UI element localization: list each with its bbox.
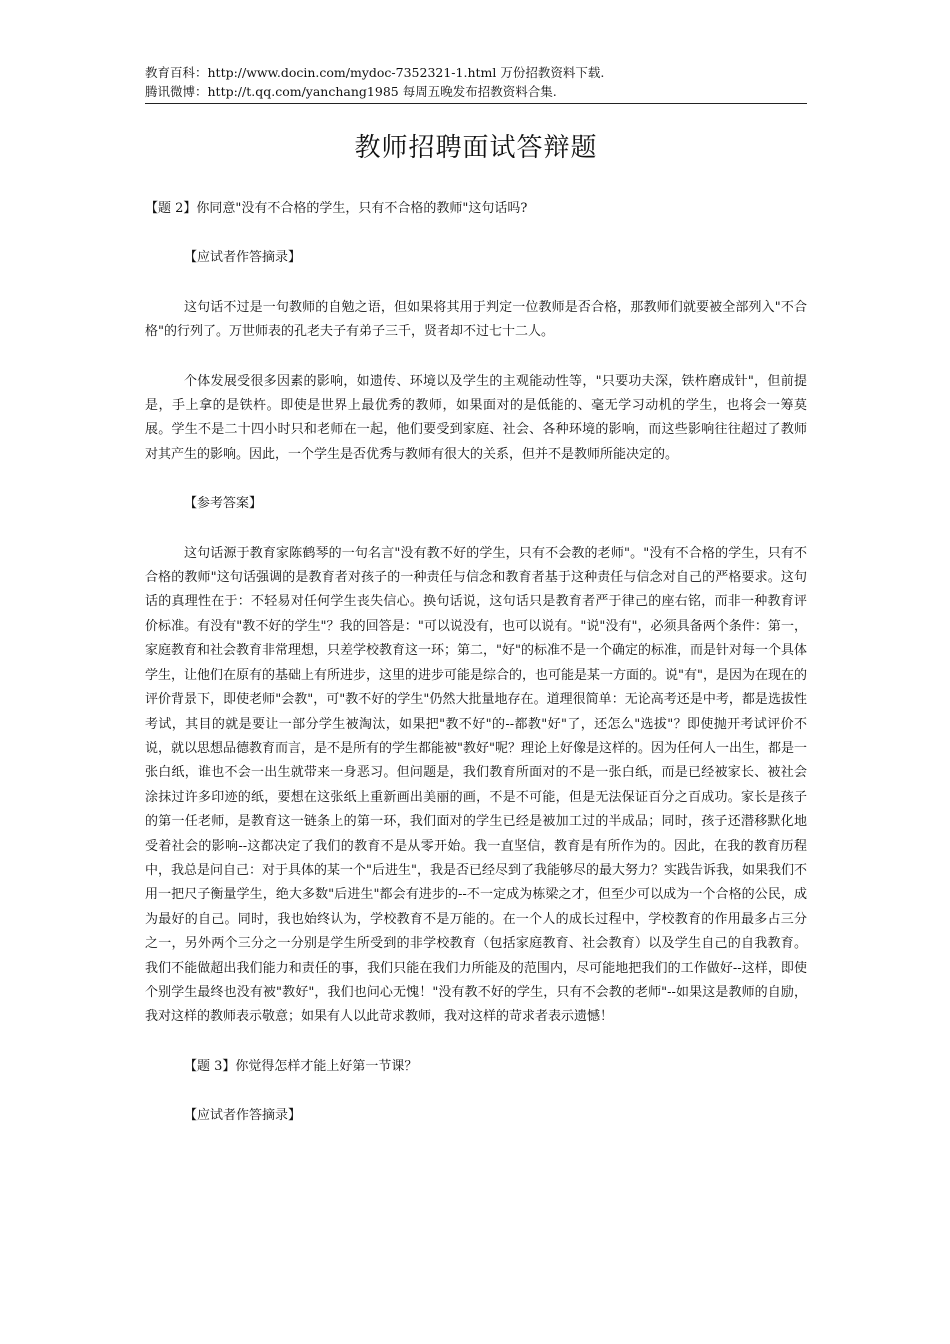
page-title: 教师招聘面试答辩题 (354, 133, 598, 163)
question-2: 【题 2】你同意"没有不合格的学生，只有不合格的教师"这句话吗? (145, 201, 528, 216)
document-header (145, 63, 807, 104)
reference-answer-paragraph: 这句话源于教育家陈鹤琴的一句名言"没有教不好的学生，只有不会教的老师"。"没有不合格的学生，只有不合格的教师"这句话强调的是教育者对孩子的一种责任与信念和教育者基于这种责任与信念对自己的严格要求。这句话的真理性在于：不轻易对任何学生丧失信心。换句话说，这句话只是教育者严于律己的座右铭，而非一种教育评价标准。有没有"教不好的学生"？我的回答是："可以说没有，也可以说有。"说"没有"，必须具备两个条件：第一，家庭教育和社会教育非常理想，只差学校教育这一环；第二，"好"的标准不是一个确定的标准，而是针对每一个具体学生，让他们在原有的基础上有所进步，这里的进步可能是综合的，也可能是某一方面的。说"有"，是因为在现在的评价背景下，即使老师"会教"，可"教不好的学生"仍然大批量地存在。道理很简单：无论高考还是中考，都是选拔性考试，其目的就是要让一部分学生被淘汰，如果把"教不好"的--都教"好"了，还怎么"选拔"？即使抛开考试评价不说，就以思想品德教育而言，是不是所有的学生都能被"教好"呢？理论上好像是这样的。因为任何人一出生，都是一张白纸，谁也不会一出生就带来一身恶习。但问题是，我们教育所面对的不是一张白纸，而是已经被家长、被社会涂抹过许多印迹的纸，要想在这张纸上重新画出美丽的画，不是不可能，但是无法保证百分之百成功。家长是孩子的第一任老师，是教育这一链条上的第一环，我们面对的学生已经是被加工过的半成品；同时，孩子还潜移默化地受着社会的影响--这都决定了我们的教育不是从零开始。我一直坚信，教育是有所作为的。因此，在我的教育历程中，我总是问自己：对于具体的某一个"后进生"，我是否已经尽到了我能够尽的最大努力？实践告诉我，如果我们不用一把尺子衡量学生，绝大多数"后进生"都会有进步的--不一定成为栋梁之才，但至少可以成为一个合格的公民，成为最好的自己。同时，我也始终认为，学校教育不是万能的。在一个人的成长过程中，学校教育的作用最多占三分之一，另外两个三分之一分别是学生所受到的非学校教育（包括家庭教育、社会教育）以及学生自己的自我教育。我们不能做超出我们能力和责任的事，我们只能在我们力所能及的范围内，尽可能地把我们的工作做好--这样，即使个别学生最终也没有被"教好"，我们也问心无愧！"没有教不好的学生，只有不会教的老师"--如果这是教师的自励，我对这样的教师表示敬意；如果有人以此苛求教师，我对这样的苛求者表示遗憾！ (145, 545, 807, 1025)
answer-paragraph-1: 这句话不过是一句教师的自勉之语，但如果将其用于判定一位教师是否合格，那教师们就要被全部列入"不合格"的行列了。万世师表的孔老夫子有弟子三千，贤者却不过七十二人。 (145, 299, 807, 340)
answer-label-q3: 【应试者作答摘录】 (184, 1108, 302, 1124)
answer-label-q2: 【应试者作答摘录】 (184, 250, 302, 266)
document-body (145, 197, 807, 1154)
header-line-docin: 教育百科：http://www.docin.com/mydoc-7352321-1.html 万份招教资料下载. (145, 65, 605, 80)
question-3: 【题 3】你觉得怎样才能上好第一节课？ (184, 1058, 418, 1074)
answer-paragraph-2: 个体发展受很多因素的影响，如遗传、环境以及学生的主观能动性等，"只要功夫深，铁杵磨成针"，但前提是，手上拿的是铁杵。即使是世界上最优秀的教师，如果面对的是低能的、毫无学习动机的学生，也将会一筹莫展。学生不是二十四小时只和老师在一起，他们要受到家庭、社会、各种环境的影响，而这些影响往往超过了教师对其产生的影响。因此，一个学生是否优秀与教师有很大的关系，但并不是教师所能决定的。 (145, 373, 807, 462)
reference-answer-label: 【参考答案】 (184, 496, 263, 512)
header-line-weibo: 腾讯微博：http://t.qq.com/yanchang1985 每周五晚发布招教资料合集. (145, 84, 557, 99)
